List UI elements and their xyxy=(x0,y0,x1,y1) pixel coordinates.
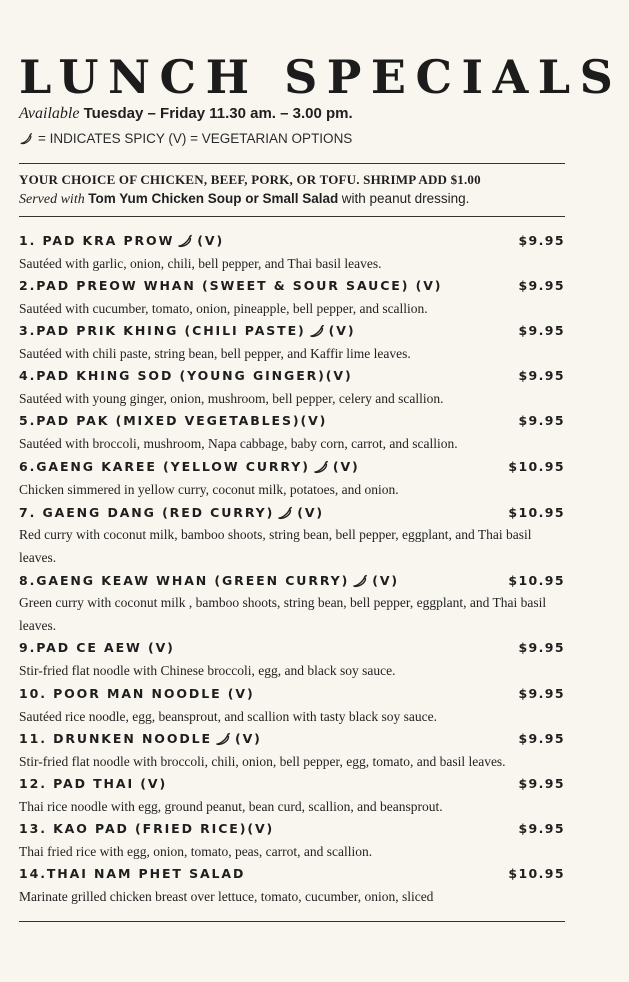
menu-item-vegetarian-tag: (V) xyxy=(234,731,262,746)
chili-pepper-icon xyxy=(19,132,33,146)
menu-item-name xyxy=(19,821,274,836)
menu-item-price: $10.95 xyxy=(508,866,565,881)
menu-item-description: Sautéed with cucumber, tomato, onion, pineapple, bell pepper, and scallion. xyxy=(19,301,428,316)
menu-item-title: 14.THAI NAM PHET SALAD xyxy=(19,866,246,881)
divider-top xyxy=(19,163,565,164)
protein-choice: YOUR CHOICE OF CHICKEN, BEEF, PORK, OR TOFU. SHRIMP ADD $1.00 xyxy=(19,172,481,187)
menu-item-name xyxy=(19,866,245,881)
menu-item-description: Sautéed with garlic, onion, chili, bell pepper, and Thai basil leaves. xyxy=(19,256,382,271)
divider-middle xyxy=(19,216,565,217)
menu-item-vegetarian-tag: (V) xyxy=(328,323,356,338)
spicy-legend xyxy=(19,131,352,146)
chili-pepper-icon xyxy=(308,324,325,338)
menu-item-title: 6.GAENG KAREE (YELLOW CURRY) xyxy=(19,459,310,474)
menu-item-price: $9.95 xyxy=(518,821,565,836)
served-with-dressing: with peanut dressing. xyxy=(341,191,470,206)
chili-pepper-icon xyxy=(351,574,368,588)
menu-item-title: 7. GAENG DANG (RED CURRY) xyxy=(19,505,275,520)
menu-item-vegetarian-tag: (V) xyxy=(332,459,360,474)
divider-bottom xyxy=(19,921,565,922)
served-with-line xyxy=(19,191,469,208)
menu-item-name xyxy=(19,505,324,520)
menu-item-title: 5.PAD PAK (MIXED VEGETABLES)(V) xyxy=(19,413,328,428)
menu-item-price: $9.95 xyxy=(518,368,565,383)
menu-item-name xyxy=(19,686,255,701)
menu-item-title: 10. POOR MAN NOODLE (V) xyxy=(19,686,255,701)
menu-item-title: 13. KAO PAD (FRIED RICE)(V) xyxy=(19,821,275,836)
menu-item-title: 4.PAD KHING SOD (YOUNG GINGER)(V) xyxy=(19,368,353,383)
menu-item-name xyxy=(19,413,327,428)
menu-item-price: $9.95 xyxy=(518,233,565,248)
served-with-sides: Tom Yum Chicken Soup or Small Salad xyxy=(88,191,339,206)
menu-item-name xyxy=(19,573,399,588)
served-with-label: Served with xyxy=(19,192,85,207)
menu-item-price: $10.95 xyxy=(508,573,565,588)
menu-item-description: Sautéed with chili paste, string bean, bell pepper, and Kaffir lime leaves. xyxy=(19,346,411,361)
menu-item-vegetarian-tag: (V) xyxy=(197,233,225,248)
menu-item-price: $9.95 xyxy=(518,413,565,428)
menu-item-description: Sautéed with broccoli, mushroom, Napa cabbage, baby corn, carrot, and scallion. xyxy=(19,436,458,451)
chili-pepper-icon xyxy=(214,732,231,746)
menu-item-price: $9.95 xyxy=(518,278,565,293)
menu-item-title: 1. PAD KRA PROW xyxy=(19,233,175,248)
menu-item-title: 12. PAD THAI (V) xyxy=(19,776,168,791)
menu-item-name xyxy=(19,323,355,338)
menu-item-name xyxy=(19,278,442,293)
legend-text: = INDICATES SPICY (V) = VEGETARIAN OPTIONS xyxy=(38,131,353,146)
menu-item-description: Stir-fried flat noodle with Chinese broccoli, egg, and black soy sauce. xyxy=(19,663,396,678)
menu-item-description: Stir-fried flat noodle with broccoli, chili, onion, bell pepper, egg, tomato, and basil leaves. xyxy=(19,754,506,769)
menu-item-description: Sautéed rice noodle, egg, beansprout, and scallion with tasty black soy sauce. xyxy=(19,709,438,724)
menu-item-description: Thai fried rice with egg, onion, tomato, peas, carrot, and scallion. xyxy=(19,844,373,859)
available-label: Available xyxy=(19,105,80,122)
menu-item-name xyxy=(19,368,353,383)
page-title: LUNCH SPECIALS xyxy=(19,50,623,104)
menu-item-description: Green curry with coconut milk , bamboo shoots, string bean, bell pepper, eggplant, and Thai basil leaves. xyxy=(19,595,547,633)
menu-item-name xyxy=(19,640,175,655)
menu-item-title: 11. DRUNKEN NOODLE xyxy=(19,731,212,746)
menu-item-price: $9.95 xyxy=(518,323,565,338)
menu-item-price: $10.95 xyxy=(508,505,565,520)
menu-item-title: 8.GAENG KEAW WHAN (GREEN CURRY) xyxy=(19,573,350,588)
available-days: Tuesday – Friday xyxy=(83,105,206,122)
menu-item-description: Marinate grilled chicken breast over lettuce, tomato, cucumber, onion, sliced xyxy=(19,889,434,904)
menu-item-description: Thai rice noodle with egg, ground peanut, bean curd, scallion, and beansprout. xyxy=(19,799,443,814)
menu-item-description: Sautéed with young ginger, onion, mushroom, bell pepper, celery and scallion. xyxy=(19,391,444,406)
menu-item-name xyxy=(19,233,224,248)
chili-pepper-icon xyxy=(176,234,193,248)
menu-item-name xyxy=(19,459,360,474)
availability-line xyxy=(19,105,353,123)
menu-item-price: $9.95 xyxy=(518,640,565,655)
menu-item-title: 9.PAD CE AEW (V) xyxy=(19,640,175,655)
menu-item-vegetarian-tag: (V) xyxy=(297,505,325,520)
menu-item-title: 2.PAD PREOW WHAN (SWEET & SOUR SAUCE) (V) xyxy=(19,278,443,293)
available-hours: 11.30 am. – 3.00 pm. xyxy=(209,105,353,122)
menu-item-description: Chicken simmered in yellow curry, coconut milk, potatoes, and onion. xyxy=(19,482,399,497)
menu-item-price: $9.95 xyxy=(518,686,565,701)
menu-item-name xyxy=(19,776,167,791)
chili-pepper-icon xyxy=(312,460,329,474)
menu-item-name xyxy=(19,731,262,746)
menu-item-description: Red curry with coconut milk, bamboo shoots, string bean, bell pepper, eggplant, and Thai basil leaves. xyxy=(19,527,532,565)
menu-item-title: 3.PAD PRIK KHING (CHILI PASTE) xyxy=(19,323,306,338)
menu-item-price: $10.95 xyxy=(508,459,565,474)
menu-item-vegetarian-tag: (V) xyxy=(372,573,400,588)
chili-pepper-icon xyxy=(276,506,293,520)
menu-item-price: $9.95 xyxy=(518,776,565,791)
menu-item-price: $9.95 xyxy=(518,731,565,746)
